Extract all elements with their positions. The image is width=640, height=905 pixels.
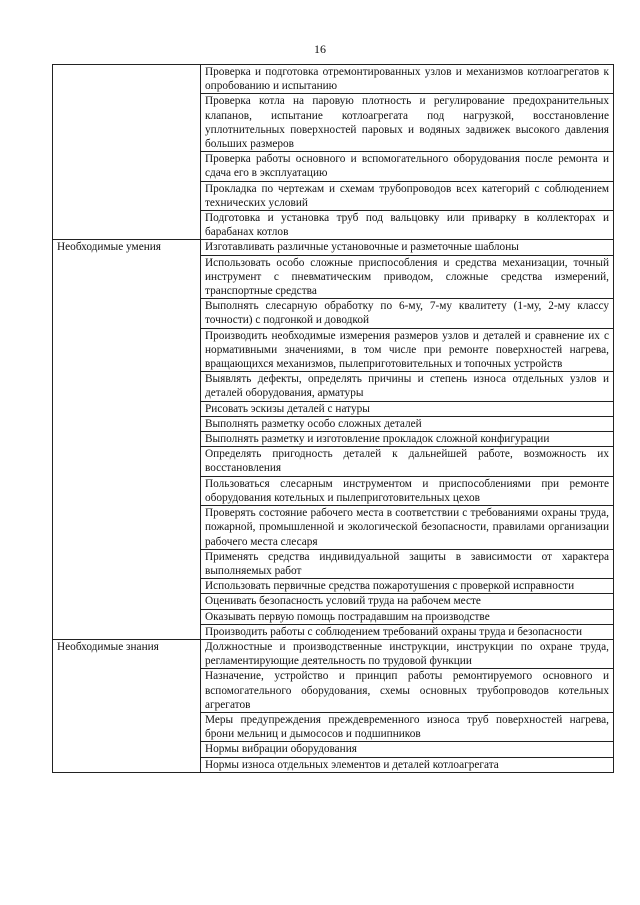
requirement-cell: Оказывать первую помощь пострадавшим на производстве [201, 609, 614, 624]
requirement-cell: Использовать первичные средства пожаротушения с проверкой исправности [201, 579, 614, 594]
table-row [53, 240, 614, 255]
requirements-table [52, 64, 614, 773]
requirement-cell: Выявлять дефекты, определять причины и степень износа отдельных узлов и деталей оборудования, арматуры [201, 372, 614, 401]
table-row [53, 65, 614, 94]
category-cell [53, 65, 201, 240]
requirement-cell: Применять средства индивидуальной защиты в зависимости от характера выполняемых работ [201, 549, 614, 578]
requirement-cell: Прокладка по чертежам и схемам трубопроводов всех категорий с соблюдением технических условий [201, 181, 614, 210]
requirement-cell: Производить работы с соблюдением требований охраны труда и безопасности [201, 624, 614, 639]
requirement-cell: Рисовать эскизы деталей с натуры [201, 401, 614, 416]
requirement-cell: Использовать особо сложные приспособления и средства механизации, точный инструмент с пневматическим приводом, сложные средства измерений, транспортные средства [201, 255, 614, 299]
requirement-cell: Оценивать безопасность условий труда на рабочем месте [201, 594, 614, 609]
requirement-cell: Выполнять разметку и изготовление прокладок сложной конфигурации [201, 432, 614, 447]
requirement-cell: Должностные и производственные инструкции, инструкции по охране труда, регламентирующие деятельность по трудовой функции [201, 639, 614, 668]
requirement-cell: Проверка и подготовка отремонтированных узлов и механизмов котлоагрегатов к опробованию и испытанию [201, 65, 614, 94]
requirement-cell: Меры предупреждения преждевременного износа труб поверхностей нагрева, брони мельниц и дымососов и подшипников [201, 712, 614, 741]
requirement-cell: Изготавливать различные установочные и разметочные шаблоны [201, 240, 614, 255]
page-number: 16 [314, 42, 326, 56]
requirement-cell: Проверять состояние рабочего места в соответствии с требованиями охраны труда, пожарной, промышленной и экологической безопасности, правилами организации рабочего места слесаря [201, 506, 614, 550]
requirements-table-body [53, 65, 614, 773]
requirement-cell: Пользоваться слесарным инструментом и приспособлениями при ремонте оборудования котельных и пылеприготовительных цехов [201, 476, 614, 505]
table-row [53, 639, 614, 668]
category-cell: Необходимые умения [53, 240, 201, 639]
requirement-cell: Нормы вибрации оборудования [201, 742, 614, 757]
requirement-cell: Производить необходимые измерения размеров узлов и деталей и сравнение их с нормативными значениями, в том числе при ремонте поверхностей нагрева, вращающихся механизмов, пылеприготовительных и топочных устройств [201, 328, 614, 372]
requirement-cell: Назначение, устройство и принцип работы ремонтируемого основного и вспомогательного оборудования, схемы основных трубопроводов котельных агрегатов [201, 669, 614, 713]
requirement-cell: Определять пригодность деталей к дальнейшей работе, возможность их восстановления [201, 447, 614, 476]
requirement-cell: Проверка работы основного и вспомогательного оборудования после ремонта и сдача его в эксплуатацию [201, 152, 614, 181]
requirement-cell: Выполнять разметку особо сложных деталей [201, 416, 614, 431]
requirement-cell: Проверка котла на паровую плотность и регулирование предохранительных клапанов, испытание котлоагрегата под нагрузкой, восстановление уплотнительных поверхностей паровых и водяных задвижек высокого давления больших размеров [201, 94, 614, 152]
requirement-cell: Нормы износа отдельных элементов и деталей котлоагрегата [201, 757, 614, 772]
category-cell: Необходимые знания [53, 639, 201, 772]
requirement-cell: Выполнять слесарную обработку по 6-му, 7-му квалитету (1-му, 2-му классу точности) с подгонкой и доводкой [201, 299, 614, 328]
requirement-cell: Подготовка и установка труб под вальцовку или приварку в коллекторах и барабанах котлов [201, 211, 614, 240]
